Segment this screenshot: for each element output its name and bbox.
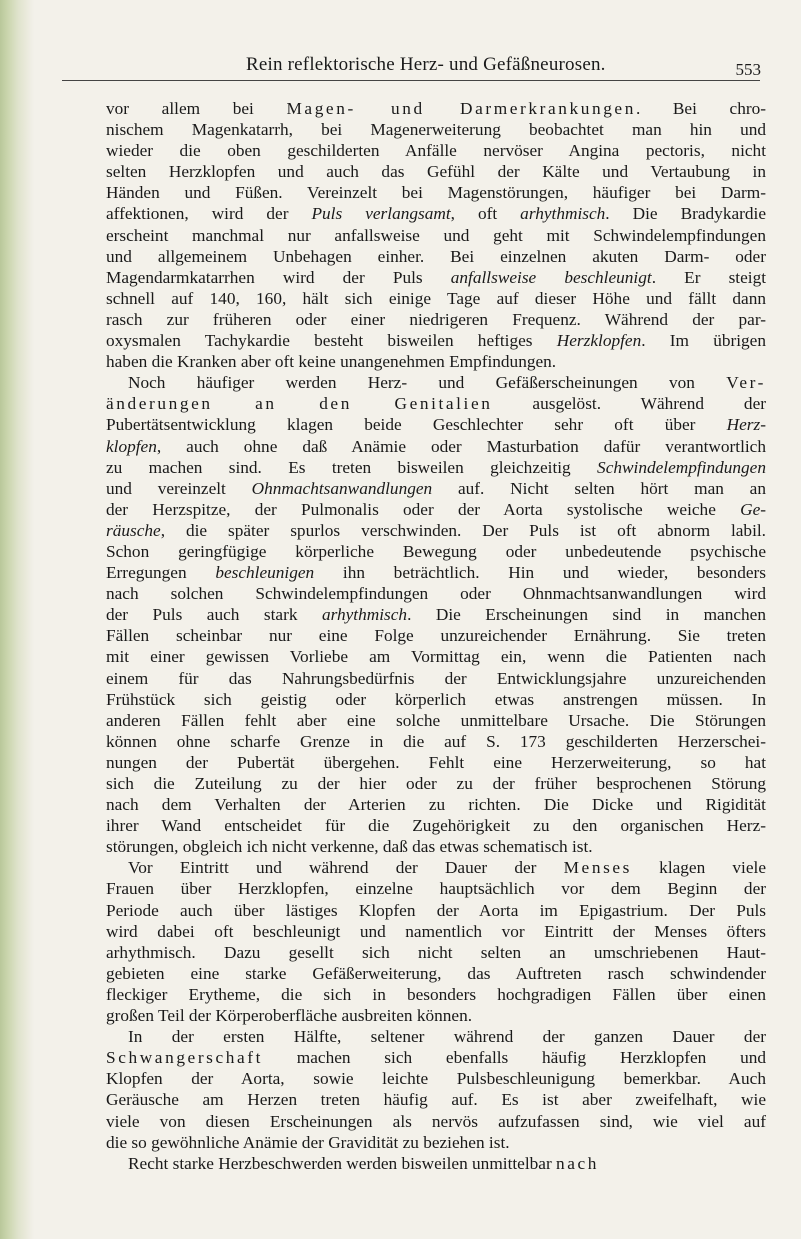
text-run: nischem Magenkatarrh, bei Magenerweiterung beobachtet man hin und [106,120,766,140]
text-line [106,583,766,604]
italic-term: Ge- [740,499,766,519]
page-binding-edge [0,0,34,1239]
text-run: störungen, obgleich ich nicht verkenne, daß das etwas schematisch ist. [106,837,593,857]
text-run: können ohne scharfe Grenze in die auf S. 173 geschilderten Herzerschei- [106,731,766,751]
italic-term: Herz- [726,415,766,435]
text-run: großen Teil der Körperoberfläche ausbreiten können. [106,1006,473,1026]
text-run: , oft [450,204,521,224]
text-run: der Puls auch stark [106,605,322,625]
text-run: , die später spurlos verschwinden. Der Puls ist oft abnorm labil. [160,520,766,540]
text-line [106,878,766,899]
text-line [106,1026,766,1047]
text-run: Magendarmkatarrhen wird der Puls [106,267,451,287]
text-line [106,267,766,288]
text-run: selten Herzklopfen und auch das Gefühl der Kälte und Vertaubung in [106,162,766,182]
text-run: . Die Erscheinungen sind in manchen [407,605,766,625]
text-run: ihn beträchtlich. Hin und wieder, besonders [314,563,766,583]
text-run: haben die Kranken aber oft keine unangenehmen Empfindungen. [106,352,557,372]
text-line [106,119,766,140]
text-run: Periode auch über lästiges Klopfen der Aorta im Epigastrium. Der Puls [106,900,766,920]
text-line [106,140,766,161]
text-run: nach solchen Schwindelempfindungen oder Ohnmachtsanwandlungen wird [106,584,766,604]
text-line [106,457,766,478]
text-line [106,1132,766,1153]
text-line [106,161,766,182]
text-run: Vor Eintritt und während der Dauer der [128,858,564,878]
text-line [106,1089,766,1110]
text-run: nungen der Pubertät übergehen. Fehlt eine Herzerweiterung, so hat [106,752,766,772]
text-run: wieder die oben geschilderten Anfälle nervöser Angina pectoris, nicht [106,141,766,161]
text-run: . Im übrigen [641,331,766,351]
text-line [106,351,766,372]
text-line [106,794,766,815]
text-line [106,330,766,351]
text-run: Frühstück sich geistig oder körperlich etwas anstrengen müssen. In [106,689,766,709]
text-run: zu machen sind. Es treten bisweilen gleichzeitig [106,457,598,477]
text-line [106,900,766,921]
text-line [106,1068,766,1089]
text-run: Geräusche am Herzen treten häufig auf. Es ist aber zweifelhaft, wie [106,1090,766,1110]
text-line [106,414,766,435]
text-line [106,309,766,330]
italic-term: anfallsweise beschleunigt [450,267,652,287]
text-line [106,773,766,794]
text-run: und vereinzelt [106,478,252,498]
text-line [106,478,766,499]
page-header [246,54,761,80]
italic-term: klopfen [106,436,157,456]
text-line [106,668,766,689]
text-run: Händen und Füßen. Vereinzelt bei Magenstörungen, häufiger bei Darm- [106,183,766,203]
text-run: , auch ohne daß Anämie oder Masturbation dafür verantwortlich [156,436,766,456]
italic-term: räusche [106,520,161,540]
text-run: und allgemeinem Unbehagen einher. Bei einzelnen akuten Darm- oder [106,246,766,266]
text-run: Klopfen der Aorta, sowie leichte Pulsbeschleunigung bemerkbar. Auch [106,1069,766,1089]
text-run: sich die Zuteilung zu der hier oder zu der früher besprochenen Störung [106,774,766,793]
text-run: In der ersten Hälfte, seltener während der ganzen Dauer der [128,1027,766,1047]
text-line [106,604,766,625]
text-run: wird dabei oft beschleunigt und namentlich vor Eintritt der Menses öfters [106,921,766,941]
text-run: viele von diesen Erscheinungen als nervös aufzufassen sind, wie viel auf [106,1111,766,1131]
running-title: Rein reflektorische Herz- und Gefäßneurosen. [246,54,606,75]
text-run: oxysmalen Tachykardie besteht bisweilen heftiges [106,331,557,351]
text-line [106,203,766,224]
text-line [106,689,766,710]
text-line [106,436,766,457]
text-line [106,1005,766,1026]
spaced-term: Magen- und Darmerkrankungen [286,99,636,118]
text-line [106,246,766,267]
italic-term: Herzklopfen [556,331,642,351]
text-run: Erregungen [106,563,216,583]
text-run: fleckiger Erytheme, die sich in besonders hochgradigen Fällen über einen [106,984,766,1004]
text-run: . Bei chro- [635,99,767,118]
spaced-term: Schwangerschaft [106,1048,264,1068]
italic-term: Schwindelempfindungen [597,457,766,477]
text-line [106,1047,766,1068]
text-line [106,288,766,309]
spaced-term: nach [556,1153,600,1173]
text-line [106,520,766,541]
text-run: einem für das Nahrungsbedürfnis der Entwicklungsjahre unzureichenden [106,668,766,688]
text-run: mit einer gewissen Vorliebe am Vormittag ein, wenn die Patienten nach [106,647,766,667]
text-line [106,225,766,246]
text-run: vor allem bei [106,99,287,118]
italic-term: Ohnmachtsanwandlungen [251,478,433,498]
text-run: ausgelöst. Während der [492,394,766,414]
italic-term: arhythmisch [520,204,606,224]
text-run: Noch häufiger werden Herz- und Gefäßerscheinungen von [128,373,727,393]
italic-term: arhythmisch [321,605,408,625]
text-run: die so gewöhnliche Anämie der Gravidität zu beziehen ist. [106,1132,510,1152]
spaced-term: Menses [563,858,632,878]
text-run: Schon geringfügige körperliche Bewegung oder unbedeutende psychische [106,541,766,561]
text-run: ihrer Wand entscheidet für die Zugehörigkeit zu den organischen Herz- [106,816,766,836]
text-run: nach dem Verhalten der Arterien zu richten. Die Dicke und Rigidität [106,795,766,815]
text-run: rasch zur früheren oder einer niedrigeren Frequenz. Während der par- [106,309,766,329]
text-line [106,1111,766,1132]
text-line [106,372,766,393]
page-number: 553 [735,60,761,79]
body-text [106,98,766,1174]
text-run: . Die Bradykardie [605,204,766,224]
italic-term: Puls verlangsamt [311,204,451,224]
text-line [106,921,766,942]
text-run: erscheint manchmal nur anfallsweise und geht mit Schwindelempfindungen [106,225,766,245]
text-run: Pubertätsentwicklung klagen beide Geschlechter sehr oft über [106,415,727,435]
text-line [106,731,766,752]
text-line [106,984,766,1005]
italic-term: beschleunigen [215,563,315,583]
text-line [106,393,766,414]
text-run: . Er steigt [651,267,767,287]
text-run: klagen viele [632,858,766,878]
text-run: Recht starke Herzbeschwerden werden bisweilen unmittelbar [128,1153,557,1173]
text-line [106,1153,766,1174]
text-line [106,836,766,857]
spaced-term: Ver- [726,373,766,393]
text-run: Frauen über Herzklopfen, einzelne hauptsächlich vor dem Beginn der [106,879,766,899]
text-line [106,625,766,646]
text-line [106,182,766,203]
text-line [106,541,766,562]
text-line [106,857,766,878]
header-rule [62,80,760,81]
spaced-term: änderungen an den Genitalien [106,394,493,414]
text-line [106,562,766,583]
text-run: machen sich ebenfalls häufig Herzklopfen und [263,1048,766,1068]
text-line [106,752,766,773]
text-line [106,710,766,731]
text-line [106,942,766,963]
text-run: auf. Nicht selten hört man an [432,478,766,498]
text-line [106,98,766,119]
text-run: anderen Fällen fehlt aber eine solche unmittelbare Ursache. Die Störungen [106,710,766,730]
text-run: affektionen, wird der [106,204,312,224]
text-line [106,963,766,984]
text-line [106,499,766,520]
text-line [106,815,766,836]
text-run: Fällen scheinbar nur eine Folge unzureichender Ernährung. Sie treten [106,626,766,646]
text-run: arhythmisch. Dazu gesellt sich nicht selten an umschriebenen Haut- [106,942,766,962]
text-line [106,646,766,667]
text-run: schnell auf 140, 160, hält sich einige Tage auf dieser Höhe und fällt dann [106,288,766,308]
text-run: der Herzspitze, der Pulmonalis oder der Aorta systolische weiche [106,499,741,519]
text-run: gebieten eine starke Gefäßerweiterung, das Auftreten rasch schwindender [106,963,766,983]
